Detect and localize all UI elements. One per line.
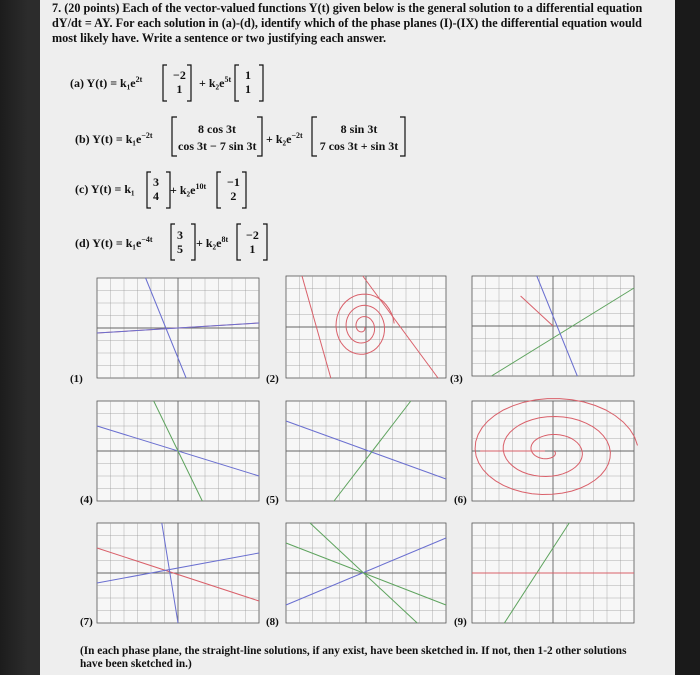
part-b-v2-top: 8 sin 3t: [340, 122, 378, 136]
part-a-mid: + k₂e: [199, 76, 225, 90]
plane-label-1: (1): [70, 373, 83, 385]
part-b-v1-bot: cos 3t − 7 sin 3t: [178, 139, 257, 153]
plane-label-7: (7): [80, 616, 93, 628]
plane-label-8: (8): [266, 616, 279, 628]
phase-plane-7: [97, 523, 259, 623]
plane-label-9: (9): [454, 616, 467, 628]
phase-plane-2: [286, 276, 446, 378]
part-b-v1-top: 8 cos 3t: [198, 122, 236, 136]
plane-label-5: (5): [266, 494, 279, 506]
part-b-mid: + k₂e: [266, 132, 292, 146]
part-d-label: (d) Y(t) = k₁e: [75, 236, 142, 250]
part-d-v2-bot: 1: [249, 242, 256, 256]
phase-plane-8: [286, 523, 446, 623]
part-d-v2-top: −2: [246, 228, 259, 242]
part-a-v1-top: −2: [173, 68, 186, 82]
plane-label-6: (6): [454, 494, 467, 506]
plane-label-4: (4): [80, 494, 93, 506]
part-d-exp1: −4t: [141, 235, 153, 244]
footer-note: (In each phase plane, the straight-line solutions, if any exist, have been sketched in. If not, then 1-2 other solutions have been sketched in.): [80, 645, 627, 670]
phase-plane-4: [97, 401, 259, 501]
phase-plane-5: [286, 401, 446, 501]
part-d-v1-top: 3: [177, 228, 183, 242]
part-b-exp2: −2t: [291, 131, 303, 140]
part-a-v2-bot: 1: [245, 82, 251, 96]
part-b-exp1: −2t: [141, 131, 153, 140]
part-d-exp2: 8t: [221, 235, 229, 244]
part-b-label: (b) Y(t) = k₁e: [75, 132, 142, 146]
part-c-v1-top: 3: [153, 175, 159, 189]
plane-label-3: (3): [450, 373, 463, 385]
part-c-v2-top: −1: [227, 175, 240, 189]
part-c-v2-bot: 2: [230, 189, 237, 203]
part-d-mid: + k₂e: [196, 236, 222, 250]
part-a-exp2: 5t: [224, 75, 232, 84]
part-c-v1-bot: 4: [153, 189, 159, 203]
part-a-v2-top: 1: [245, 68, 251, 82]
part-b-v2-bot: 7 cos 3t + sin 3t: [319, 139, 399, 153]
part-c-label: (c) Y(t) = k₁: [75, 182, 135, 196]
part-c-mid: + k₂e: [170, 183, 196, 197]
part-a-exp1: 2t: [135, 75, 143, 84]
phase-plane-6: [472, 399, 638, 501]
part-a-label: (a) Y(t) = k₁e: [70, 76, 136, 90]
part-c-exp2: 10t: [195, 182, 207, 191]
part-d-v1-bot: 5: [177, 242, 183, 256]
phase-plane-1: [97, 278, 259, 378]
question-text: 7. (20 points) Each of the vector-valued functions Y(t) given below is the general solution to a differential equation dY/dt = AY. For each solution in (a)-(d), identify which of the phase planes (I)-(IX) the differential equation would most likely have. Write a sentence or two justifying each answer.: [52, 1, 643, 45]
phase-plane-3: [472, 276, 634, 376]
plane-label-2: (2): [266, 373, 279, 385]
phase-plane-9: [472, 523, 634, 623]
part-a-v1-bot: 1: [176, 82, 183, 96]
